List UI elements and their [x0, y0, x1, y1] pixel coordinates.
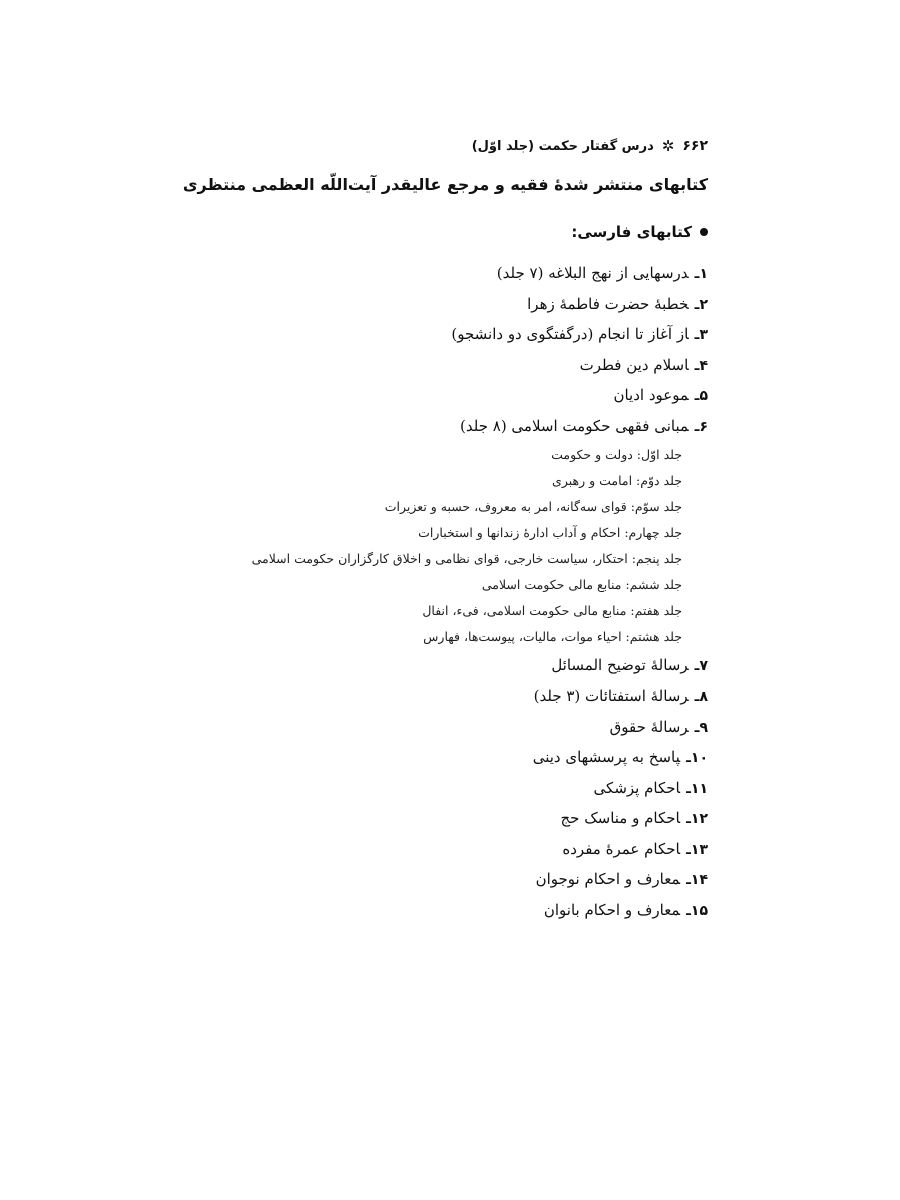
item-title: احکام و مناسک حج — [560, 809, 681, 828]
item-title: رسالۀ استفتائات (۳ جلد) — [533, 686, 689, 705]
item-number: ۸ـ — [694, 688, 708, 705]
list-item — [252, 895, 708, 926]
bullet-icon — [700, 228, 708, 236]
item-title: درسهایی از نهج البلاغه (۷ جلد) — [496, 264, 689, 282]
volume-sublist-container — [252, 442, 708, 651]
item-number: ۲ـ — [694, 296, 708, 313]
running-title: درس گفتار حکمت (جلد اوّل) — [471, 138, 654, 154]
list-item — [252, 712, 708, 743]
volume-item: جلد چهارم: احکام و آداب ادارۀ زندانها و استخبارات — [418, 524, 682, 540]
list-item — [252, 319, 708, 350]
list-item — [252, 258, 708, 289]
item-title: از آغاز تا انجام (درگفتگوی دو دانشجو) — [451, 325, 689, 344]
list-item — [252, 803, 708, 834]
list-item — [252, 650, 708, 681]
item-title: اسلام دین فطرت — [579, 355, 689, 374]
page-number: ۶۶۲ — [682, 138, 708, 154]
item-title: احکام عمرۀ مفرده — [562, 839, 681, 858]
page-title: کتابهای منتشر شدۀ فقیه و مرجع عالیقدر آیت‌اللّه العظمی منتظری — [182, 175, 708, 194]
volume-item: جلد هشتم: احیاء موات، مالیات، پیوست‌ها، فهارس — [423, 629, 682, 645]
list-item — [252, 350, 708, 381]
item-title: رسالۀ حقوق — [609, 717, 689, 736]
volume-item: جلد سوّم: قوای سه‌گانه، امر به معروف، حسبه و تعزیرات — [384, 498, 682, 514]
list-item — [252, 864, 708, 895]
item-title: رسالۀ توضیح المسائل — [551, 656, 689, 675]
item-title: معارف و احکام نوجوان — [535, 870, 681, 889]
item-title: مبانی فقهی حکومت اسلامی (۸ جلد) — [460, 416, 689, 435]
list-item — [252, 681, 708, 712]
list-item — [252, 289, 708, 320]
item-number: ۵ـ — [694, 388, 708, 405]
list-item — [252, 742, 708, 773]
section-heading — [571, 223, 708, 241]
item-title: معارف و احکام بانوان — [543, 901, 681, 920]
list-item — [252, 834, 708, 865]
item-title: خطبۀ حضرت فاطمۀ زهرا — [527, 294, 689, 313]
volume-item: جلد دوّم: امامت و رهبری — [552, 472, 682, 488]
item-title: احکام پزشکی — [593, 778, 681, 797]
item-title: پاسخ به پرسشهای دینی — [532, 748, 681, 767]
item-number: ۱۵ـ — [686, 903, 708, 920]
star-ornament-icon: ✲ — [661, 136, 675, 155]
list-item — [252, 411, 708, 442]
list-item — [252, 380, 708, 411]
volume-item: جلد ششم: منابع مالی حکومت اسلامی — [481, 577, 682, 593]
volume-sublist — [252, 442, 708, 651]
item-number: ۱ـ — [694, 266, 708, 282]
item-number: ۱۲ـ — [686, 811, 708, 828]
book-list — [252, 258, 708, 926]
item-number: ۱۳ـ — [686, 841, 708, 858]
item-number: ۹ـ — [694, 719, 708, 736]
item-number: ۳ـ — [694, 327, 708, 344]
list-item — [252, 773, 708, 804]
item-number: ۱۴ـ — [686, 872, 708, 889]
item-number: ۶ـ — [694, 418, 708, 435]
volume-item: جلد پنجم: احتکار، سیاست خارجی، قوای نظامی و اخلاق کارگزاران حکومت اسلامی — [251, 550, 682, 566]
running-header — [472, 138, 708, 154]
item-title: موعود ادیان — [613, 386, 689, 405]
item-number: ۱۰ـ — [686, 750, 708, 767]
item-number: ۴ـ — [694, 357, 708, 374]
section-heading-label: کتابهای فارسی: — [571, 223, 692, 241]
item-number: ۷ـ — [694, 658, 708, 675]
volume-item: جلد هفتم: منابع مالی حکومت اسلامی، فی‌ء، انفال — [422, 603, 682, 619]
volume-item: جلد اوّل: دولت و حکومت — [551, 446, 682, 462]
item-number: ۱۱ـ — [686, 780, 708, 797]
